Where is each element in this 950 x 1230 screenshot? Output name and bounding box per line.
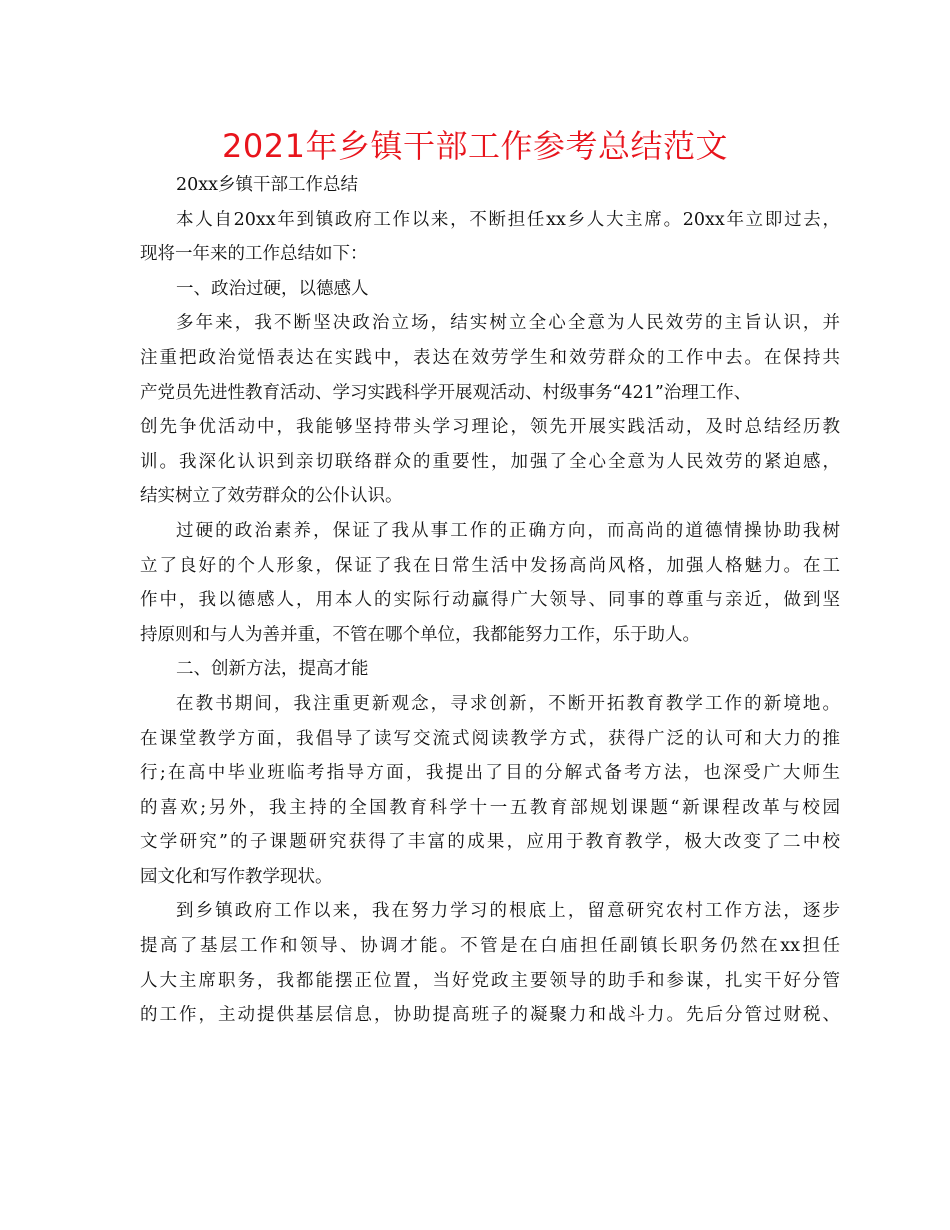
paragraph-line: 本人自20xx年到镇政府工作以来，不断担任xx乡人大主席。20xx年立即过去， [176, 209, 840, 230]
paragraph-line: 产党员先进性教育活动、学习实践科学开展观活动、村级事务“421”治理工作、 [140, 382, 752, 403]
paragraph-line: 人大主席职务，我都能摆正位置，当好党政主要领导的助手和参谋，扎实干好分管 [140, 970, 840, 991]
paragraph-line: 到乡镇政府工作以来，我在努力学习的根底上，留意研究农村工作方法，逐步 [176, 901, 840, 922]
paragraph-line: 在课堂教学方面，我倡导了读写交流式阅读教学方式，获得广泛的认可和大力的推 [140, 728, 840, 749]
document-title: 2021年乡镇干部工作参考总结范文 [222, 127, 728, 165]
paragraph-line: 立了良好的个人形象，保证了我在日常生活中发扬高尚风格，加强人格魅力。在工 [140, 555, 840, 576]
paragraph-line: 创先争优活动中，我能够坚持带头学习理论，领先开展实践活动，及时总结经历教 [140, 417, 840, 438]
paragraph-line: 作中，我以德感人，用本人的实际行动赢得广大领导、同事的尊重与亲近，做到坚 [140, 590, 840, 611]
paragraph-line: 结实树立了效劳群众的公仆认识。 [140, 486, 403, 507]
paragraph-line: 文学研究”的子课题研究获得了丰富的成果，应用于教育教学，极大改变了二中校 [140, 832, 840, 853]
paragraph-line: 园文化和写作教学现状。 [140, 866, 333, 887]
paragraph-line: 20xx乡镇干部工作总结 [176, 175, 359, 195]
paragraph-line: 二、创新方法，提高才能 [176, 659, 369, 680]
paragraph-line: 的工作，主动提供基层信息，协助提高班子的凝聚力和战斗力。先后分管过财税、 [140, 1005, 840, 1026]
document-body [140, 168, 840, 1033]
paragraph-line: 行;在高中毕业班临考指导方面，我提出了目的分解式备考方法，也深受广大师生 [140, 763, 840, 784]
paragraph-line: 多年来，我不断坚决政治立场，结实树立全心全意为人民效劳的主旨认识，并 [176, 313, 840, 334]
paragraph-line: 过硬的政治素养，保证了我从事工作的正确方向，而高尚的道德情操协助我树 [176, 520, 840, 541]
paragraph-line: 一、政治过硬，以德感人 [176, 278, 369, 299]
paragraph-line: 的喜欢;另外，我主持的全国教育科学十一五教育部规划课题“新课程改革与校园 [140, 797, 840, 818]
paragraph-line: 训。我深化认识到亲切联络群众的重要性，加强了全心全意为人民效劳的紧迫感， [140, 451, 840, 472]
paragraph-line: 现将一年来的工作总结如下： [140, 244, 368, 265]
paragraph-line: 持原则和与人为善并重，不管在哪个单位，我都能努力工作，乐于助人。 [140, 624, 700, 645]
paragraph-line: 在教书期间，我注重更新观念，寻求创新，不断开拓教育教学工作的新境地。 [176, 693, 840, 714]
paragraph-line: 提高了基层工作和领导、协调才能。不管是在白庙担任副镇长职务仍然在xx担任 [140, 936, 840, 957]
paragraph-line: 注重把政治觉悟表达在实践中，表达在效劳学生和效劳群众的工作中去。在保持共 [140, 347, 840, 368]
